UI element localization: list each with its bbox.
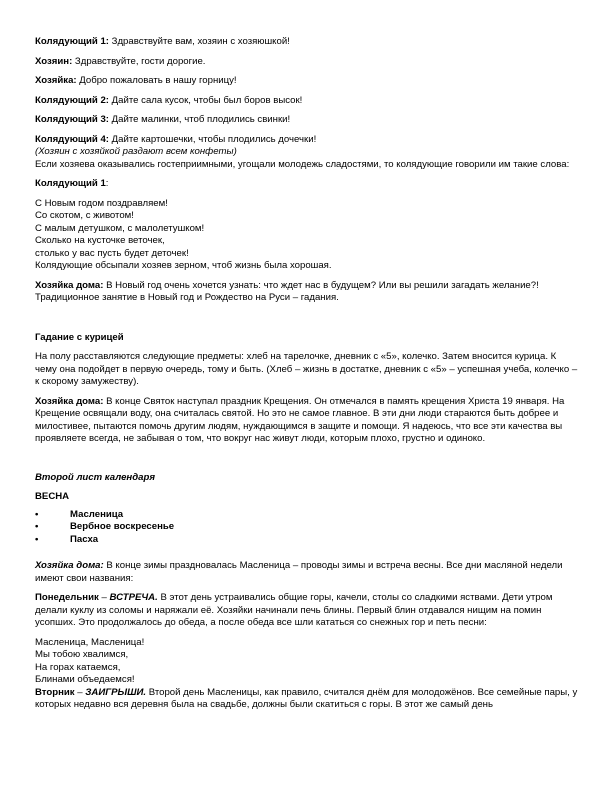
line-text: Здравствуйте вам, хозяин с хозяюшкой! bbox=[109, 36, 290, 47]
verse-line: Блинами объедаемся! bbox=[35, 674, 135, 685]
verse-line: С малым детушком, с малолетушком! bbox=[35, 222, 205, 234]
paragraph-text: В конце Святок наступал праздник Крещения. Он отмечался в память крещения Христа 19 января. На Крещение освящали воду, она считалась святой. Но это не самое главное. В эти дни люди стараются быть добрее и милостивее, пытаются помочь другим людям, нуждающимся в защите и помощи. Я надеюсь, что все эти качества вы проявляете всегда, не забывая о том, что вокруг нас живут люди, которым плохо, грустно и одиноко. bbox=[35, 395, 565, 444]
carol-verse bbox=[35, 198, 580, 273]
speaker: Колядующий 1 bbox=[35, 178, 106, 189]
verse-line: Масленица, Масленица! bbox=[35, 636, 145, 648]
verse-line: Сколько на кусточке веточек, bbox=[35, 235, 165, 246]
verse-line: На горах катаемся, bbox=[35, 661, 121, 673]
list-item: • Масленица bbox=[35, 509, 580, 522]
speaker: Хозяин: bbox=[35, 55, 73, 67]
line-text: Дайте сала кусок, чтобы был боров высок! bbox=[109, 94, 303, 106]
hostess-paragraph-2 bbox=[35, 396, 580, 446]
paragraph-text: В этот день устраивались общие горы, качели, столы со сладкими яствами. Дети утром делали куклу из соломы и наряжали её. Хозяйки начинали печь блины. Первый блин отдавался нищим на помин усопших. Это продолжалось до обеда, а после обеда все шли кататься со снежных гор и петь песни: bbox=[35, 592, 553, 628]
day-title: ВСТРЕЧА. bbox=[109, 592, 158, 603]
line-text: Здравствуйте, гости дорогие. bbox=[72, 55, 206, 67]
dash: – bbox=[98, 592, 110, 603]
speaker: Хозяйка: bbox=[35, 75, 77, 86]
hen-paragraph: На полу расставляются следующие предметы: хлеб на тарелочке, дневник с «5», колечко. Затем вносится курица. К чему она подойдет в первую очередь, тому и быть. (Хлеб – жизнь в достатке, дневник с «5» – успешная учеба, колечко – к скорому замужеству). bbox=[35, 351, 578, 387]
monday-paragraph bbox=[35, 592, 580, 630]
list-item: • Пасха bbox=[35, 534, 580, 547]
holiday-list bbox=[35, 509, 580, 547]
day-title: ЗАИГРЫШИ. bbox=[85, 686, 147, 698]
speaker: Хозяйка дома: bbox=[35, 279, 104, 291]
list-item: • Вербное воскресенье bbox=[35, 521, 580, 534]
speaker-colon: : bbox=[105, 178, 109, 189]
stage-direction: (Хозяин с хозяйкой раздают всем конфеты) bbox=[35, 146, 237, 157]
dialogue-line-5 bbox=[35, 114, 580, 127]
dialogue-line-2 bbox=[35, 56, 580, 69]
dialogue-line-1 bbox=[35, 36, 580, 49]
section-heading-hen: Гадание с курицей bbox=[35, 331, 124, 343]
verse-line: Мы тобою хвалимся, bbox=[35, 649, 129, 660]
dash: – bbox=[74, 686, 86, 698]
hostess-paragraph-3 bbox=[35, 560, 580, 585]
speaker: Колядующий 2: bbox=[35, 94, 109, 106]
day-name: Вторник bbox=[35, 686, 75, 698]
day-name: Понедельник bbox=[35, 592, 99, 603]
dialogue-line-3 bbox=[35, 75, 580, 88]
narration-paragraph: Если хозяева оказывались гостеприимными, угощали молодежь сладостями, то колядующие говорили им такие слова: bbox=[35, 158, 570, 170]
speaker: Колядующий 1: bbox=[35, 36, 109, 47]
dialogue-line-4 bbox=[35, 95, 580, 108]
tuesday-paragraph bbox=[35, 687, 580, 712]
line-text: Добро пожаловать в нашу горницу! bbox=[76, 75, 237, 86]
paragraph-text: В конце зимы праздновалась Масленица – проводы зимы и встреча весны. Все дни масляной недели имеют свои названия: bbox=[35, 560, 563, 584]
verse-line: столько у вас пусть будет деточек! bbox=[35, 247, 189, 259]
line-text: Дайте картошечки, чтобы плодились дочечки! bbox=[109, 133, 317, 145]
speaker: Колядующий 3: bbox=[35, 114, 109, 125]
dialogue-line-k1 bbox=[35, 178, 580, 191]
document-page bbox=[35, 36, 580, 712]
speaker: Хозяйка дома: bbox=[35, 560, 104, 571]
line-text: Дайте малинки, чтоб плодились свинки! bbox=[109, 114, 291, 125]
dialogue-line-6 bbox=[35, 134, 580, 147]
paragraph-text: В Новый год очень хочется узнать: что ждет нас в будущем? Или вы решили загадать желание?! Традиционное занятие в Новый год и Рождество на Руси – гадания. bbox=[35, 279, 539, 303]
verse-line: Со скотом, с животом! bbox=[35, 210, 134, 221]
season-heading: ВЕСНА bbox=[35, 491, 70, 502]
verse-line: Колядующие обсыпали хозяев зерном, чтоб жизнь была хорошая. bbox=[35, 260, 332, 271]
calendar-title: Второй лист календаря bbox=[35, 471, 155, 483]
maslenitsa-verse bbox=[35, 637, 580, 687]
verse-line: С Новым годом поздравляем! bbox=[35, 197, 168, 209]
speaker: Колядующий 4: bbox=[35, 133, 109, 145]
paragraph-text: Второй день Масленицы, как правило, считался днём для молодожёнов. Все семейные пары, у которых недавно вся деревня была на свадьбе, должны были скатиться с горы. В этот же самый день bbox=[35, 686, 578, 710]
speaker: Хозяйка дома: bbox=[35, 395, 104, 407]
hostess-paragraph-1 bbox=[35, 280, 580, 305]
